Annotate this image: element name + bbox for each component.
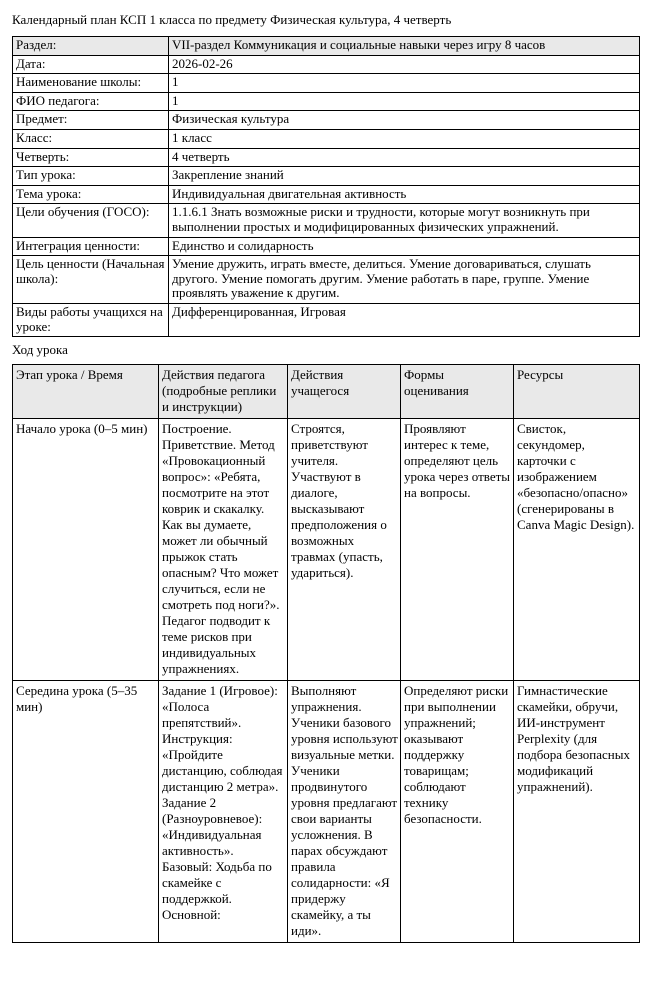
info-row-value: 1.1.6.1 Знать возможные риски и трудности, которые могут возникнуть при выполнении простых и модифицированных физических упражнений. (169, 204, 640, 237)
info-row-value: VII-раздел Коммуникация и социальные навыки через игру 8 часов (169, 37, 640, 56)
info-table-row (13, 129, 640, 148)
info-row-value: 4 четверть (169, 148, 640, 167)
teacher-actions-cell: Задание 1 (Игровое): «Полоса препятствий». Инструкция: «Пройдите дистанцию, соблюдая дистанцию 2 метра». Задание 2 (Разноуровневое): «Индивидуальная активность». Базовый: Ходьба по скамейке с поддержкой. Основной: (159, 681, 288, 943)
info-table-row (13, 303, 640, 336)
info-table-row (13, 185, 640, 204)
info-row-label: Интеграция ценности: (13, 237, 169, 256)
info-table-row (13, 148, 640, 167)
info-table-row (13, 37, 640, 56)
info-table-row (13, 167, 640, 186)
student-actions-cell: Выполняют упражнения. Ученики базового уровня используют визуальные метки. Ученики продвинутого уровня предлагают свои варианты усложнения. В парах обсуждают правила солидарности: «Я придержу скамейку, а ты иди». (288, 681, 401, 943)
info-row-label: Цель ценности (Начальная школа): (13, 256, 169, 304)
info-row-value: Закрепление знаний (169, 167, 640, 186)
info-row-label: Раздел: (13, 37, 169, 56)
info-table-row (13, 92, 640, 111)
stage-header: Этап урока / Время (13, 365, 159, 419)
assessment-header: Формы оценивания (401, 365, 514, 419)
lesson-table-header-row (13, 365, 640, 419)
info-table-body (13, 37, 640, 337)
info-table-row (13, 237, 640, 256)
teacher-actions-header: Действия педагога (подробные реплики и инструкции) (159, 365, 288, 419)
info-row-value: 1 класс (169, 129, 640, 148)
info-row-label: Виды работы учащихся на уроке: (13, 303, 169, 336)
info-row-value: Умение дружить, играть вместе, делиться. Умение договариваться, слушать другого. Умение помогать другим. Умение работать в паре, группе. Умение проявлять уважение к другим. (169, 256, 640, 304)
info-row-label: Дата: (13, 55, 169, 74)
info-table-row (13, 111, 640, 130)
resources-header: Ресурсы (514, 365, 640, 419)
info-table-row (13, 55, 640, 74)
section-heading: Ход урока (12, 342, 68, 358)
teacher-actions-cell: Построение. Приветствие. Метод «Провокационный вопрос»: «Ребята, посмотрите на этот коврик и скакалку. Как вы думаете, может ли обычный прыжок стать опасным? Что может случиться, если не смотреть под ноги?». Педагог подводит к теме рисков при индивидуальных упражнениях. (159, 419, 288, 681)
info-row-label: Наименование школы: (13, 74, 169, 93)
info-row-value: 2026-02-26 (169, 55, 640, 74)
info-table-row (13, 256, 640, 304)
student-actions-cell: Строятся, приветствуют учителя. Участвуют в диалоге, высказывают предположения о возможных травмах (упасть, удариться). (288, 419, 401, 681)
lesson-table (12, 364, 640, 943)
info-row-value: 1 (169, 74, 640, 93)
stage-cell: Середина урока (5–35 мин) (13, 681, 159, 943)
info-row-label: Четверть: (13, 148, 169, 167)
info-row-label: Цели обучения (ГОСО): (13, 204, 169, 237)
page-title: Календарный план КСП 1 класса по предмету Физическая культура, 4 четверть (12, 12, 452, 27)
info-row-value: Физическая культура (169, 111, 640, 130)
lesson-table-body (13, 365, 640, 943)
info-table-row (13, 74, 640, 93)
info-row-label: Предмет: (13, 111, 169, 130)
info-row-value: Дифференцированная, Игровая (169, 303, 640, 336)
info-table (12, 36, 640, 337)
resources-cell: Свисток, секундомер, карточки с изображением «безопасно/опасно» (сгенерированы в Canva Magic Design). (514, 419, 640, 681)
lesson-table-row (13, 419, 640, 681)
stage-cell: Начало урока (0–5 мин) (13, 419, 159, 681)
info-row-label: ФИО педагога: (13, 92, 169, 111)
info-row-label: Класс: (13, 129, 169, 148)
resources-cell: Гимнастические скамейки, обручи, ИИ-инструмент Perplexity (для подбора безопасных модификаций упражнений). (514, 681, 640, 943)
assessment-cell: Определяют риски при выполнении упражнений; оказывают поддержку товарищам; соблюдают технику безопасности. (401, 681, 514, 943)
info-row-value: Единство и солидарность (169, 237, 640, 256)
student-actions-header: Действия учащегося (288, 365, 401, 419)
info-table-row (13, 204, 640, 237)
lesson-table-row (13, 681, 640, 943)
info-row-value: Индивидуальная двигательная активность (169, 185, 640, 204)
info-row-label: Тема урока: (13, 185, 169, 204)
assessment-cell: Проявляют интерес к теме, определяют цель урока через ответы на вопросы. (401, 419, 514, 681)
info-row-label: Тип урока: (13, 167, 169, 186)
info-row-value: 1 (169, 92, 640, 111)
